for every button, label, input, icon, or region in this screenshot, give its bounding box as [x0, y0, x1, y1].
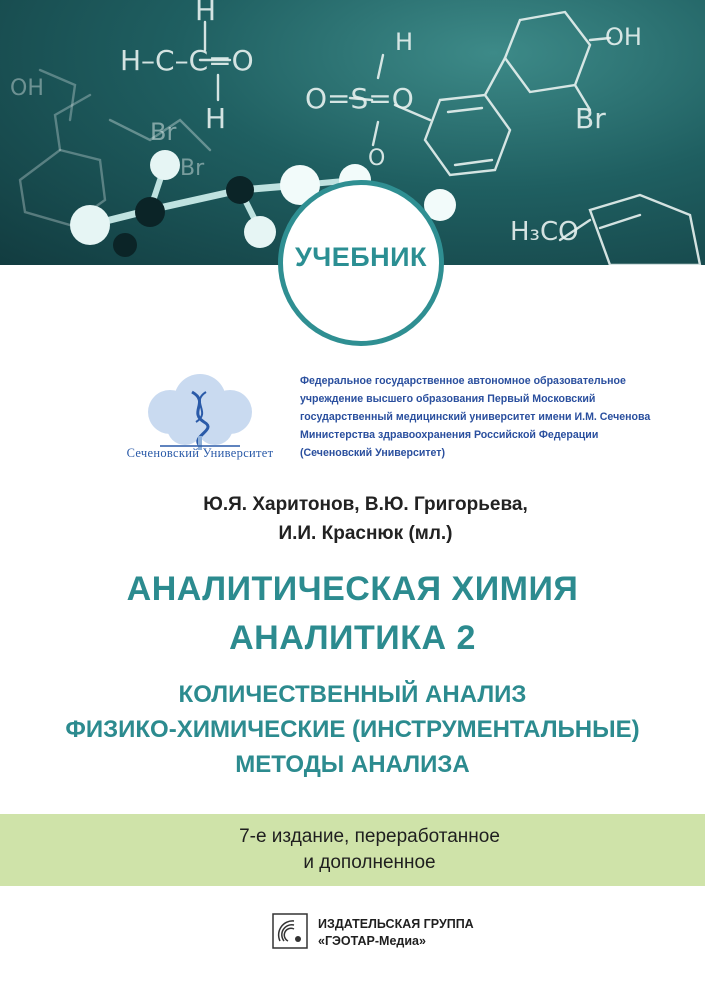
publisher-line-1: ИЗДАТЕЛЬСКАЯ ГРУППА [318, 917, 474, 931]
hero-text-sulfonyl: O=S=O [305, 82, 414, 115]
hero-text-oh-top: OH [605, 23, 642, 51]
badge-label: УЧЕБНИК [294, 241, 428, 272]
university-info [300, 372, 651, 462]
publisher-logo-icon [272, 913, 308, 949]
org-line: Министерства здравоохранения Российской Федерации [300, 429, 599, 441]
edition-text [0, 824, 705, 876]
subtitle-line: МЕТОДЫ АНАЛИЗА [235, 751, 470, 778]
hero-text-h1: H [195, 0, 217, 27]
hero-text-br-right: Br [575, 102, 606, 135]
hero-text-h3co: H₃CO [510, 217, 579, 247]
org-line: государственный медицинский университет имени И.М. Сеченова [300, 411, 651, 423]
edition-line-2: и дополненное [303, 852, 436, 873]
hero-text-oh-left: OH [10, 76, 44, 101]
org-line: учреждение высшего образования Первый Московский [300, 393, 596, 405]
org-line: Федеральное государственное автономное образовательное [300, 375, 626, 387]
org-line: (Сеченовский Университет) [300, 447, 446, 459]
subtitle-line: КОЛИЧЕСТВЕННЫЙ АНАЛИЗ [178, 681, 527, 708]
publisher-name [318, 916, 474, 950]
hero-text-formula: H–C–C=O [120, 44, 254, 77]
book-title: АНАЛИТИЧЕСКАЯ ХИМИЯ [126, 570, 579, 608]
publisher-line-2: «ГЭОТАР-Медиа» [318, 934, 426, 948]
book-part-title: АНАЛИТИКА 2 [229, 619, 476, 657]
subtitle-line: ФИЗИКО-ХИМИЧЕСКИЕ (ИНСТРУМЕНТАЛЬНЫЕ) [65, 716, 640, 743]
authors-line-1: Ю.Я. Харитонов, В.Ю. Григорьева, [203, 494, 528, 515]
edition-band [0, 814, 705, 886]
hero-text-h3: H [395, 28, 414, 56]
authors-line-2: И.И. Краснюк (мл.) [278, 523, 453, 544]
authors [0, 490, 705, 548]
hero-text-br-low: Br [180, 156, 205, 181]
hero-text-br-mid: Br [150, 118, 177, 146]
textbook-badge [278, 180, 444, 346]
hero-text-o: O [368, 146, 386, 171]
hero-text-h2: H [205, 102, 227, 135]
university-logo-caption: Сеченовский Университет [126, 446, 274, 460]
book-subtitle [0, 677, 705, 782]
edition-line-1: 7-е издание, переработанное [239, 826, 500, 847]
